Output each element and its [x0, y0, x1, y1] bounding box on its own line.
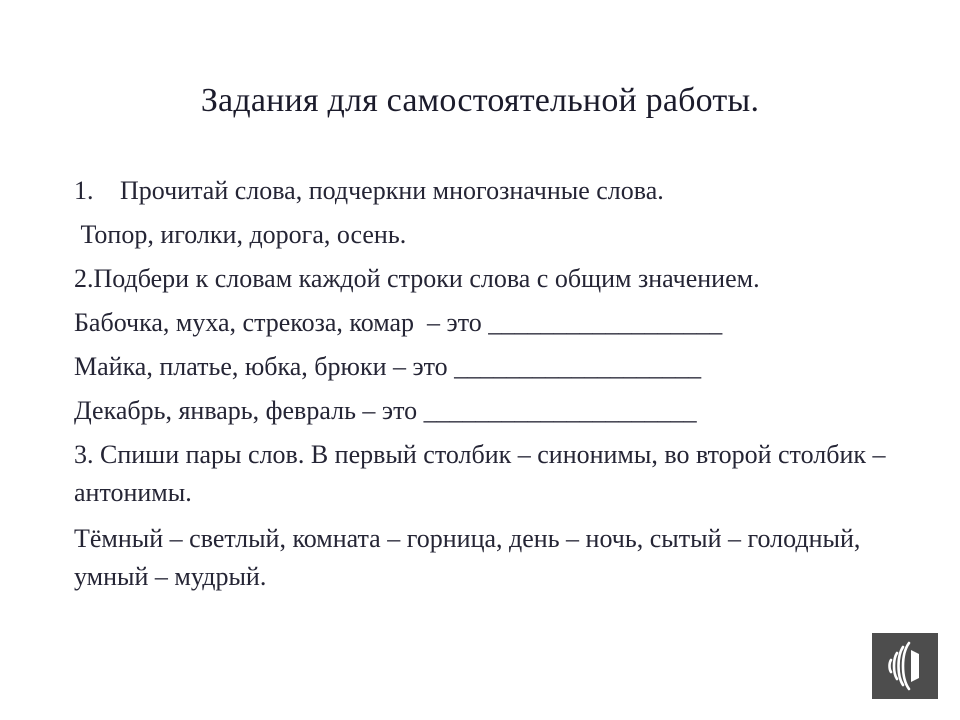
task-2-row-3: Декабрь, январь, февраль – это _____________________: [74, 396, 697, 425]
speaker-sound-icon: [881, 640, 929, 692]
task-2-row-1: Бабочка, муха, стрекоза, комар – это __________________: [74, 308, 723, 337]
audio-button[interactable]: [872, 633, 938, 699]
task-3-words: Тёмный – светлый, комната – горница, день – ночь, сытый – голодный, умный – мудрый.: [74, 524, 861, 591]
task-1-heading: [74, 172, 914, 210]
task-3-text: 3. Спиши пары слов. В первый столбик – синонимы, во второй столбик – антонимы.: [74, 440, 886, 507]
task-1-words: Топор, иголки, дорога, осень.: [74, 220, 407, 249]
task-1-text: Прочитай слова, подчеркни многозначные слова.: [120, 176, 664, 205]
task-1-number: 1.: [74, 176, 94, 205]
task-2-text: 2.Подбери к словам каждой строки слова с общим значением.: [74, 264, 760, 293]
task-2-row-2: Майка, платье, юбка, брюки – это ___________________: [74, 352, 702, 381]
task-list: [74, 172, 914, 604]
slide-title: Задания для самостоятельной работы.: [200, 82, 760, 119]
